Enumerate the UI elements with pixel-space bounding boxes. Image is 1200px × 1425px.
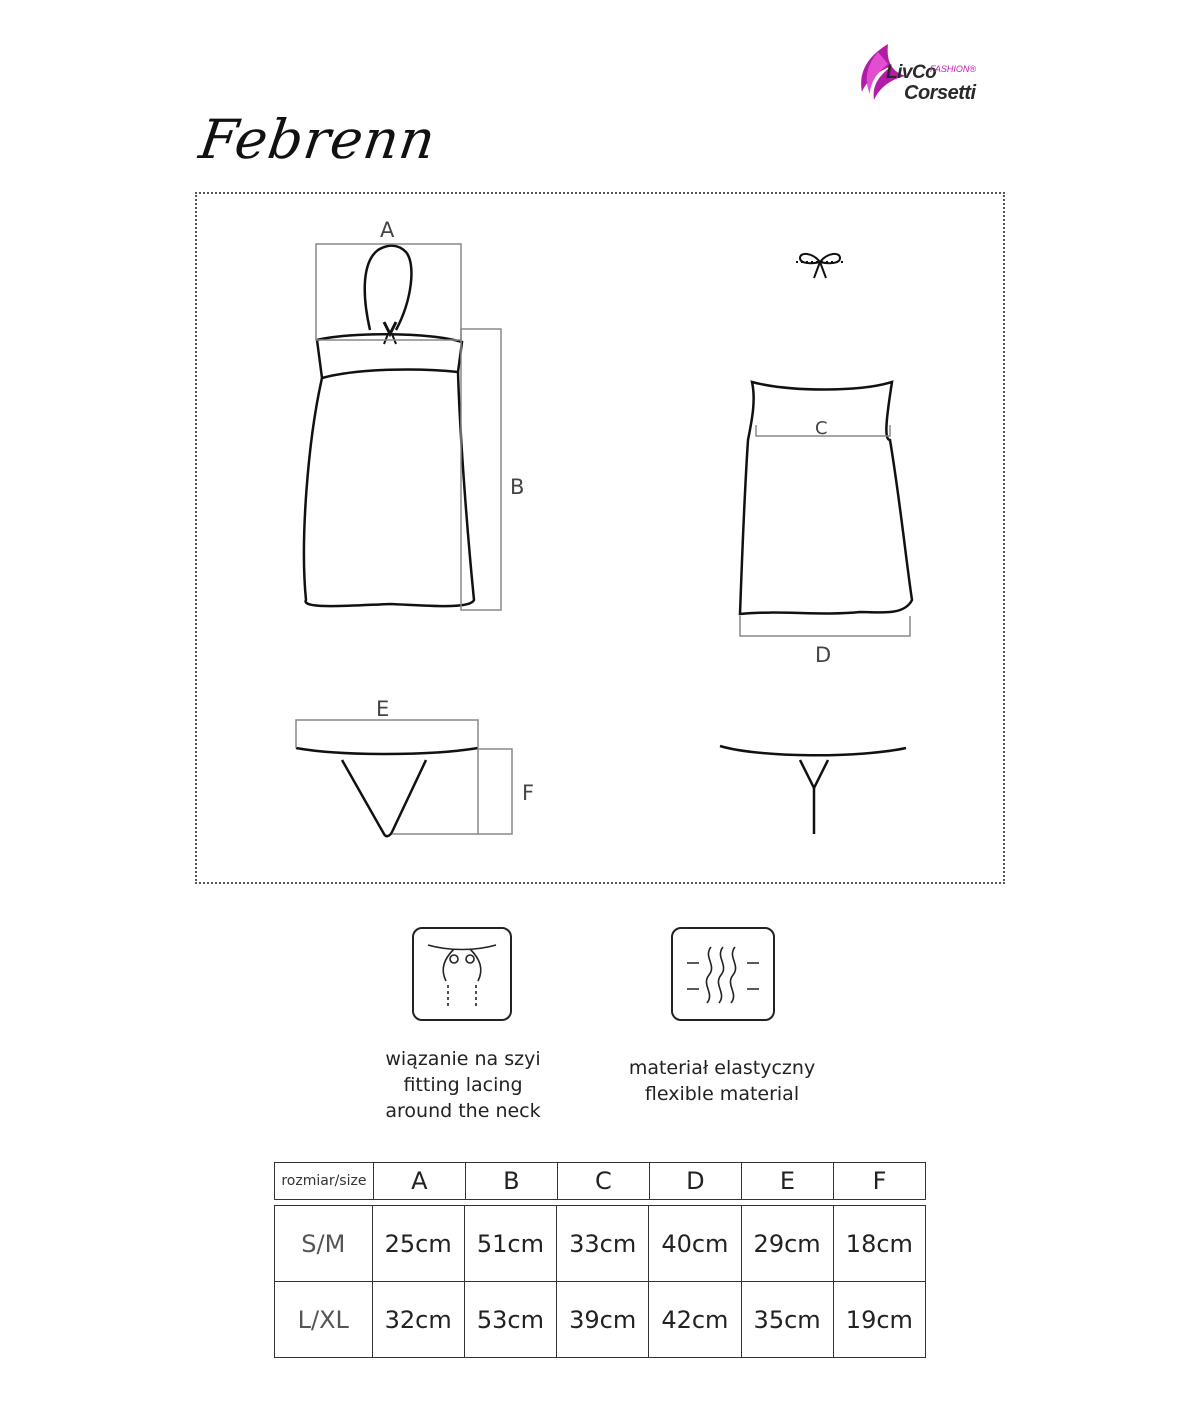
table-header-row	[275, 1163, 926, 1200]
thong-dimension-lines	[296, 720, 512, 834]
feature-line: fitting lacing	[403, 1074, 523, 1096]
label-c: C	[815, 418, 828, 439]
value-cell: 18cm	[833, 1206, 925, 1282]
size-table	[274, 1205, 926, 1358]
back-thong-drawing	[720, 746, 906, 834]
front-dress-drawing	[304, 246, 474, 606]
value-cell: 32cm	[372, 1282, 464, 1358]
table-row	[275, 1206, 926, 1282]
size-cell: L/XL	[275, 1282, 373, 1358]
label-d: D	[815, 643, 832, 667]
brand-fashion-tag: FASHION®	[930, 64, 976, 74]
value-cell: 35cm	[741, 1282, 833, 1358]
value-cell: 53cm	[464, 1282, 556, 1358]
value-cell: 51cm	[464, 1206, 556, 1282]
neck-lacing-icon	[412, 927, 512, 1021]
feature-line: flexible material	[644, 1083, 800, 1105]
flexible-material-description	[592, 1055, 852, 1107]
size-cell: S/M	[275, 1206, 373, 1282]
brand-name-bottom: Corsetti	[904, 82, 976, 104]
back-dimension-lines	[740, 425, 910, 636]
feature-line: around the neck	[385, 1100, 541, 1122]
brand-name-top: LivCo	[886, 62, 937, 83]
header-f-cell: F	[833, 1163, 925, 1200]
label-a: A	[380, 218, 395, 242]
product-title: Febrenn	[195, 108, 440, 171]
value-cell: 29cm	[741, 1206, 833, 1282]
value-cell: 25cm	[372, 1206, 464, 1282]
feature-line: wiązanie na szyi	[385, 1048, 541, 1070]
table-row	[275, 1282, 926, 1358]
label-b: B	[510, 475, 525, 499]
header-d-cell: D	[649, 1163, 741, 1200]
feature-line: materiał elastyczny	[628, 1057, 816, 1079]
label-e: E	[376, 697, 390, 721]
bow-icon	[796, 254, 844, 278]
value-cell: 39cm	[557, 1282, 649, 1358]
header-a-cell: A	[373, 1163, 465, 1200]
back-dress-drawing	[740, 382, 912, 614]
value-cell: 19cm	[833, 1282, 925, 1358]
header-c-cell: C	[557, 1163, 649, 1200]
front-thong-drawing	[296, 748, 478, 836]
size-table-header	[274, 1162, 926, 1200]
label-f: F	[522, 781, 535, 805]
neck-lacing-description	[333, 1046, 593, 1124]
header-b-cell: B	[465, 1163, 557, 1200]
value-cell: 40cm	[649, 1206, 741, 1282]
flexible-material-icon	[671, 927, 775, 1021]
header-size-cell: rozmiar/size	[275, 1163, 374, 1200]
header-e-cell: E	[741, 1163, 833, 1200]
value-cell: 33cm	[557, 1206, 649, 1282]
value-cell: 42cm	[649, 1282, 741, 1358]
